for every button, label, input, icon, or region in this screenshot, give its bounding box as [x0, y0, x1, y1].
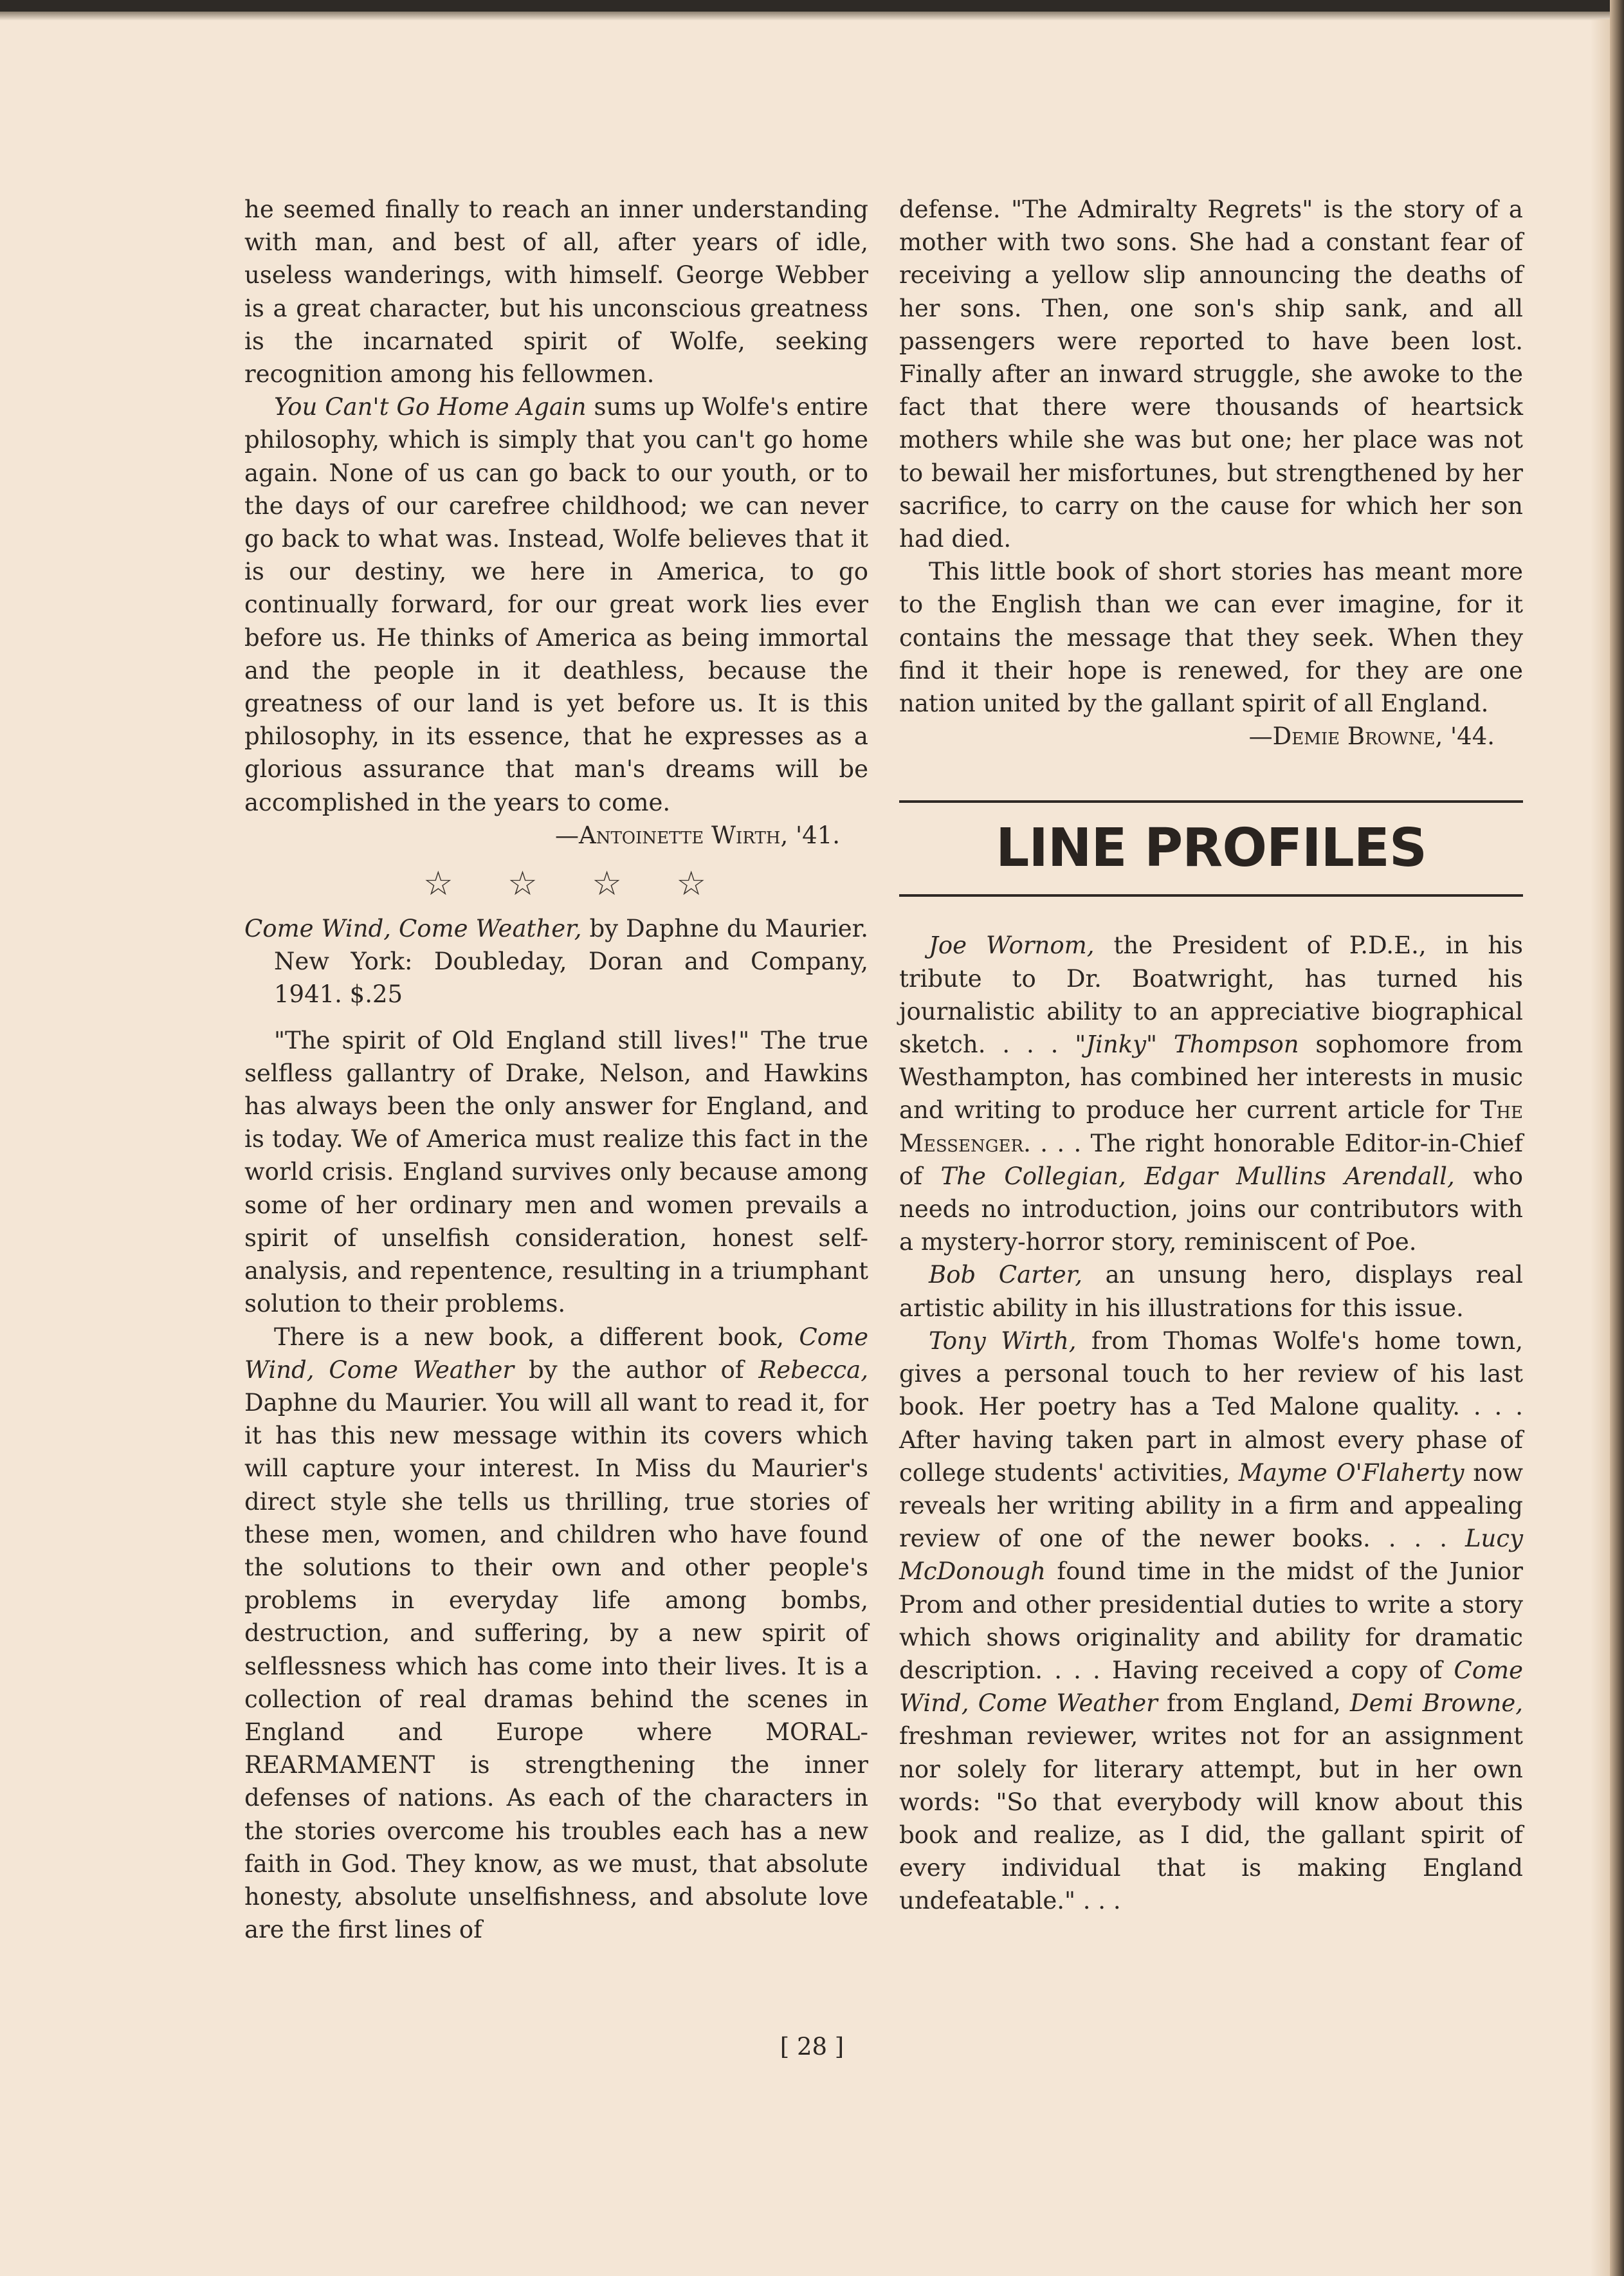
left-column [244, 193, 868, 1946]
book-title: Come Wind, Come Weather, [244, 915, 582, 943]
book-title: You Can't Go Home Again [274, 393, 587, 421]
review-paragraph: This little book of short stories has meant more to the English than we can ever imagine, for it contains the message that they seek. When they find it their hope is renewed, for they are one nation united by the gallant spirit of all England. [899, 558, 1523, 718]
section-heading: LINE PROFILES [996, 818, 1427, 879]
author-signature: —Antoinette Wirth, '41. [554, 821, 840, 849]
scan-top-border [0, 0, 1624, 12]
scan-shadow [0, 12, 1624, 21]
profile-paragraph: Bob Carter, an unsung hero, displays real artistic ability in his illustrations for this issue. [899, 1261, 1523, 1322]
profile-paragraph: Joe Wornom, the President of P.D.E., in his tribute to Dr. Boatwright, has turned his journalistic ability to an appreciative biographical sketch. . . . "Jinky" Thompson sophomore from Westhampton, has combined her interests in music and writing to produce her current article for The Messenger. . . . The right honorable Editor-in-Chief of The Collegian, Edgar Mullins Arendall, who needs no introduction, joins our contributors with a mystery-horror story, reminiscent of Poe. [899, 932, 1524, 1256]
profile-paragraph: Tony Wirth, from Thomas Wolfe's home town, gives a personal touch to her review of his last book. Her poetry has a Ted Malone quality. . . . After having taken part in almost every phase of college students' activities, Mayme O'Flaherty now reveals her writing ability in a firm and appealing review of one of the newer books. . . . Lucy McDonough found time in the midst of the Junior Prom and other presidential duties to write a story which shows originality and ability for dramatic description. . . . Having received a copy of Come Wind, Come Weather from England, Demi Browne, freshman reviewer, writes not for an assignment nor solely for literary attempt, but in her own words: "So that everybody will know about this book and realize, as I did, the gallant spirit of every individual that is making England undefeatable." . . . [899, 1326, 1523, 1915]
author-signature: —Demie Browne, '44. [1248, 722, 1495, 751]
review-paragraph: There is a new book, a different book, Come Wind, Come Weather by the author of Rebecca, Daphne du Maurier. You will all want to read it, for it has this new message within its covers which will capture your interest. In Miss du Maurier's direct style she tells us thrilling, true stories of these men, women, and children who have found the solutions to their own and other people's problems in everyday life among bombs, destruction, and suffering, by a new spirit of selflessness which has come into their lives. It is a collection of real dramas behind the scenes in England and Europe where MORAL-REARMAMENT is strengthening the inner defenses of nations. As each of the characters in the stories overcome his troubles each has a new faith in God. They know, as we must, that absolute honesty, absolute unselfishness, and absolute love are the first lines of [244, 1323, 868, 1944]
heading-rule-top [899, 800, 1523, 803]
review-paragraph: defense. "The Admiralty Regrets" is the story of a mother with two sons. She had a constant fear of receiving a yellow slip announcing the deaths of her sons. Then, one son's ship sank, and all passengers were reported to have been lost. Finally after an inward struggle, she awoke to the fact that there were thousands of heartsick mothers while she was but one; her place was not to bewail her misfortunes, but strengthened by her sacrifice, to carry on the cause for which her son had died. [899, 196, 1523, 553]
star-divider-icons: ☆ ☆ ☆ ☆ [423, 865, 729, 904]
wolfe-review-paragraph: he seemed finally to reach an inner understanding with man, and best of all, after years of idle, useless wanderings, with himself. George Webber is a great character, but his unconscious greatness is the incarnated spirit of Wolfe, seeking recognition among his fellowmen. [244, 196, 868, 389]
page-edge [1610, 0, 1624, 2276]
wolfe-philosophy-paragraph: You Can't Go Home Again sums up Wolfe's entire philosophy, which is simply that you can't go home again. None of us can go back to our youth, or to the days of our carefree childhood; we can never go back to what was. Instead, Wolfe believes that it is our destiny, we here in America, to go continually forward, for our great work lies ever before us. He thinks of America as being immortal and the people in it deathless, because the greatness of our land is yet before us. It is this philosophy, in its essence, that he expresses as a glorious assurance that man's dreams will be accomplished in the years to come. [244, 393, 868, 816]
right-column [899, 193, 1523, 1918]
page-curl-shadow [1591, 19, 1610, 2276]
review-paragraph: "The spirit of Old England still lives!" The true selfless gallantry of Drake, Nelson, and Hawkins has always been the only answer for England, and is today. We of America must realize this fact in the world crisis. England survives only because among some of her ordinary men and women prevails a spirit of unselfish consideration, honest self-analysis, and repentence, resulting in a triumphant solution to their problems. [244, 1026, 868, 1318]
page-number: [ 28 ] [780, 2033, 844, 2060]
book-citation: Come Wind, Come Weather, by Daphne du Maurier. New York: Doubleday, Doran and Company, 1941. $.25 [244, 915, 869, 1009]
